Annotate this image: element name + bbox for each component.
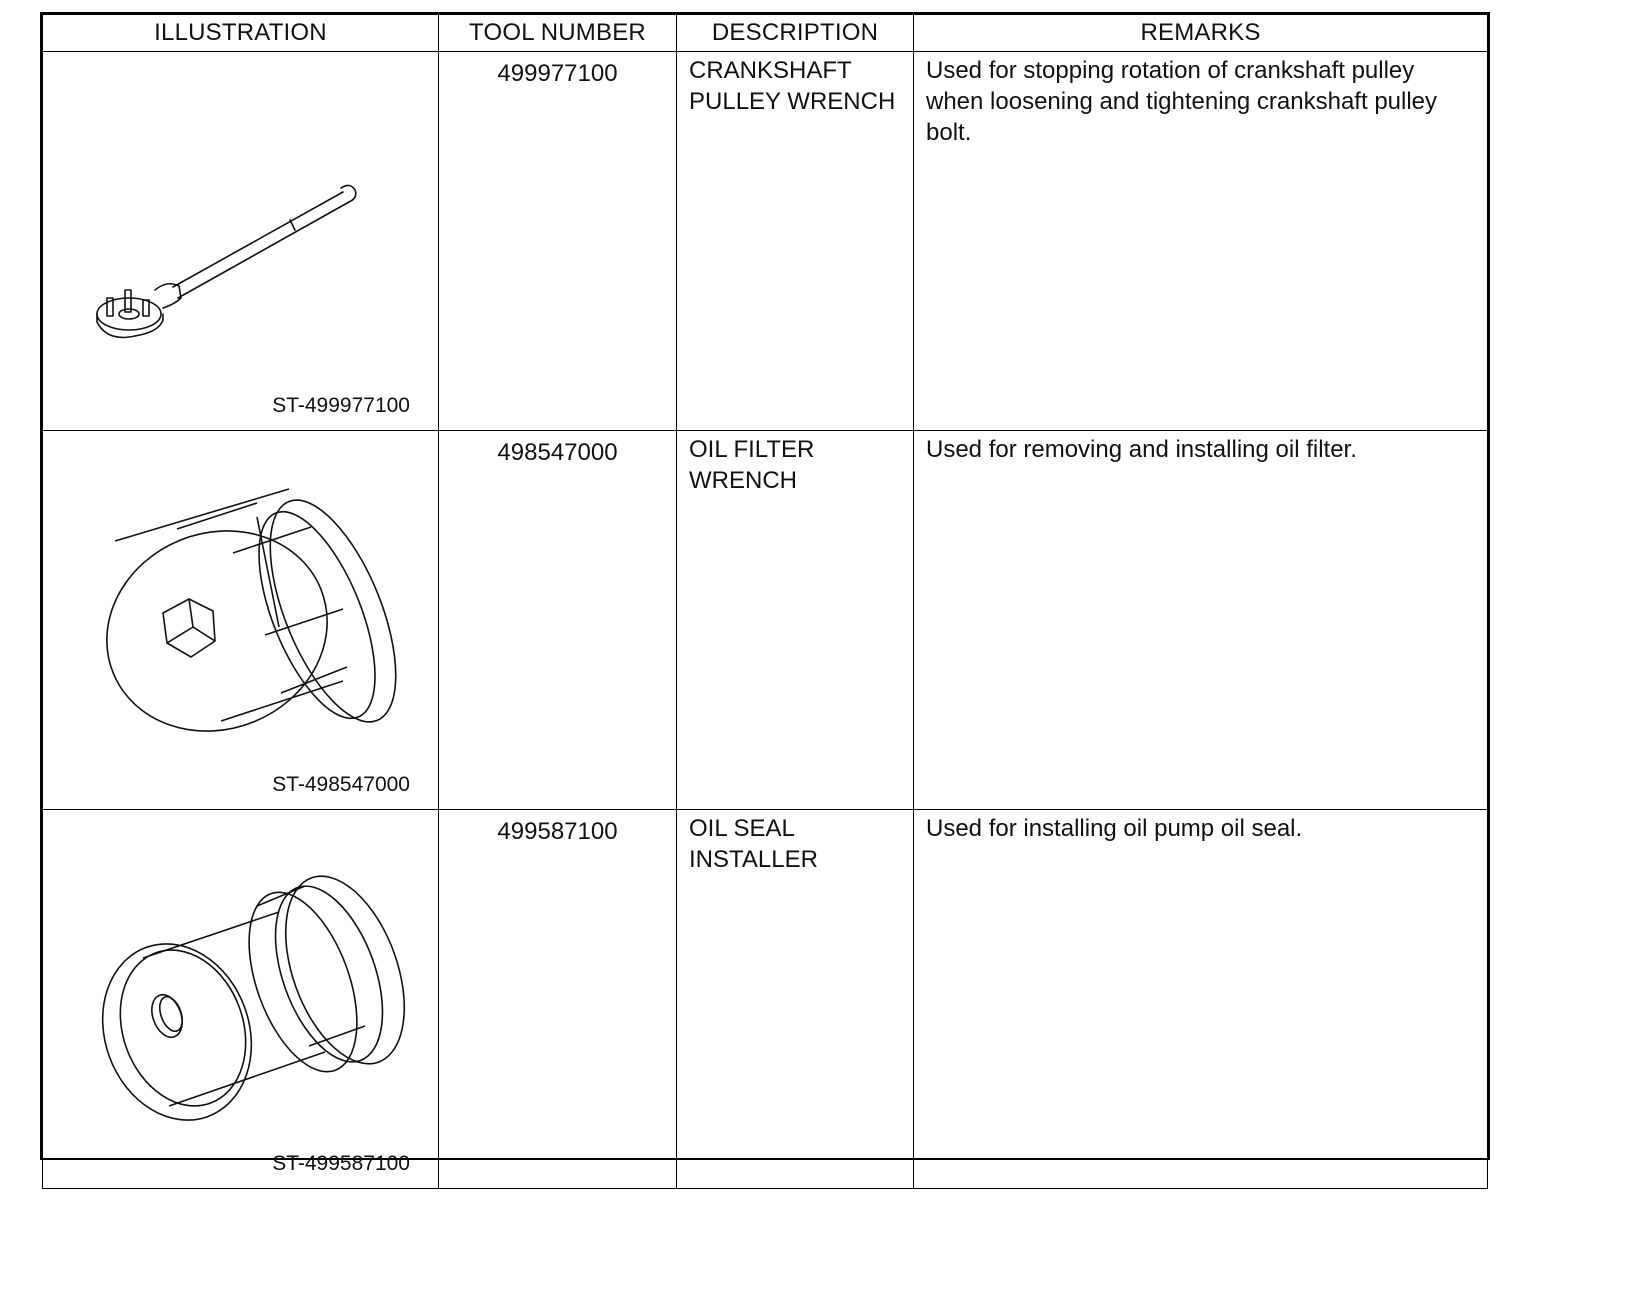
remarks-cell: Used for stopping rotation of crankshaft pulley when loosening and tightening crankshaft pulley bolt.	[914, 52, 1488, 431]
header-description: DESCRIPTION	[677, 15, 914, 52]
illustration-code: ST-499977100	[272, 394, 410, 417]
tool-number-cell: 499587100	[439, 810, 677, 1189]
header-tool-number: TOOL NUMBER	[439, 15, 677, 52]
description-cell: OIL SEAL INSTALLER	[677, 810, 914, 1189]
crankshaft-pulley-wrench-icon	[43, 52, 437, 420]
tool-number-cell: 498547000	[439, 431, 677, 810]
remarks-cell: Used for removing and installing oil filter.	[914, 431, 1488, 810]
oil-seal-installer-icon	[43, 810, 437, 1178]
description-cell: OIL FILTER WRENCH	[677, 431, 914, 810]
illustration-code: ST-498547000	[272, 773, 410, 796]
table-row	[43, 52, 1488, 431]
remarks-cell: Used for installing oil pump oil seal.	[914, 810, 1488, 1189]
table-row	[43, 431, 1488, 810]
tool-number-cell: 499977100	[439, 52, 677, 431]
description-cell: CRANKSHAFT PULLEY WRENCH	[677, 52, 914, 431]
table-header-row	[43, 15, 1488, 52]
illustration-cell	[43, 810, 439, 1189]
table-row	[43, 810, 1488, 1189]
header-remarks: REMARKS	[914, 15, 1488, 52]
special-tools-table	[42, 14, 1488, 1189]
header-illustration: ILLUSTRATION	[43, 15, 439, 52]
illustration-cell	[43, 431, 439, 810]
oil-filter-wrench-icon	[43, 431, 437, 799]
special-tools-sheet	[40, 12, 1490, 1175]
illustration-cell	[43, 52, 439, 431]
illustration-code: ST-499587100	[272, 1152, 410, 1175]
